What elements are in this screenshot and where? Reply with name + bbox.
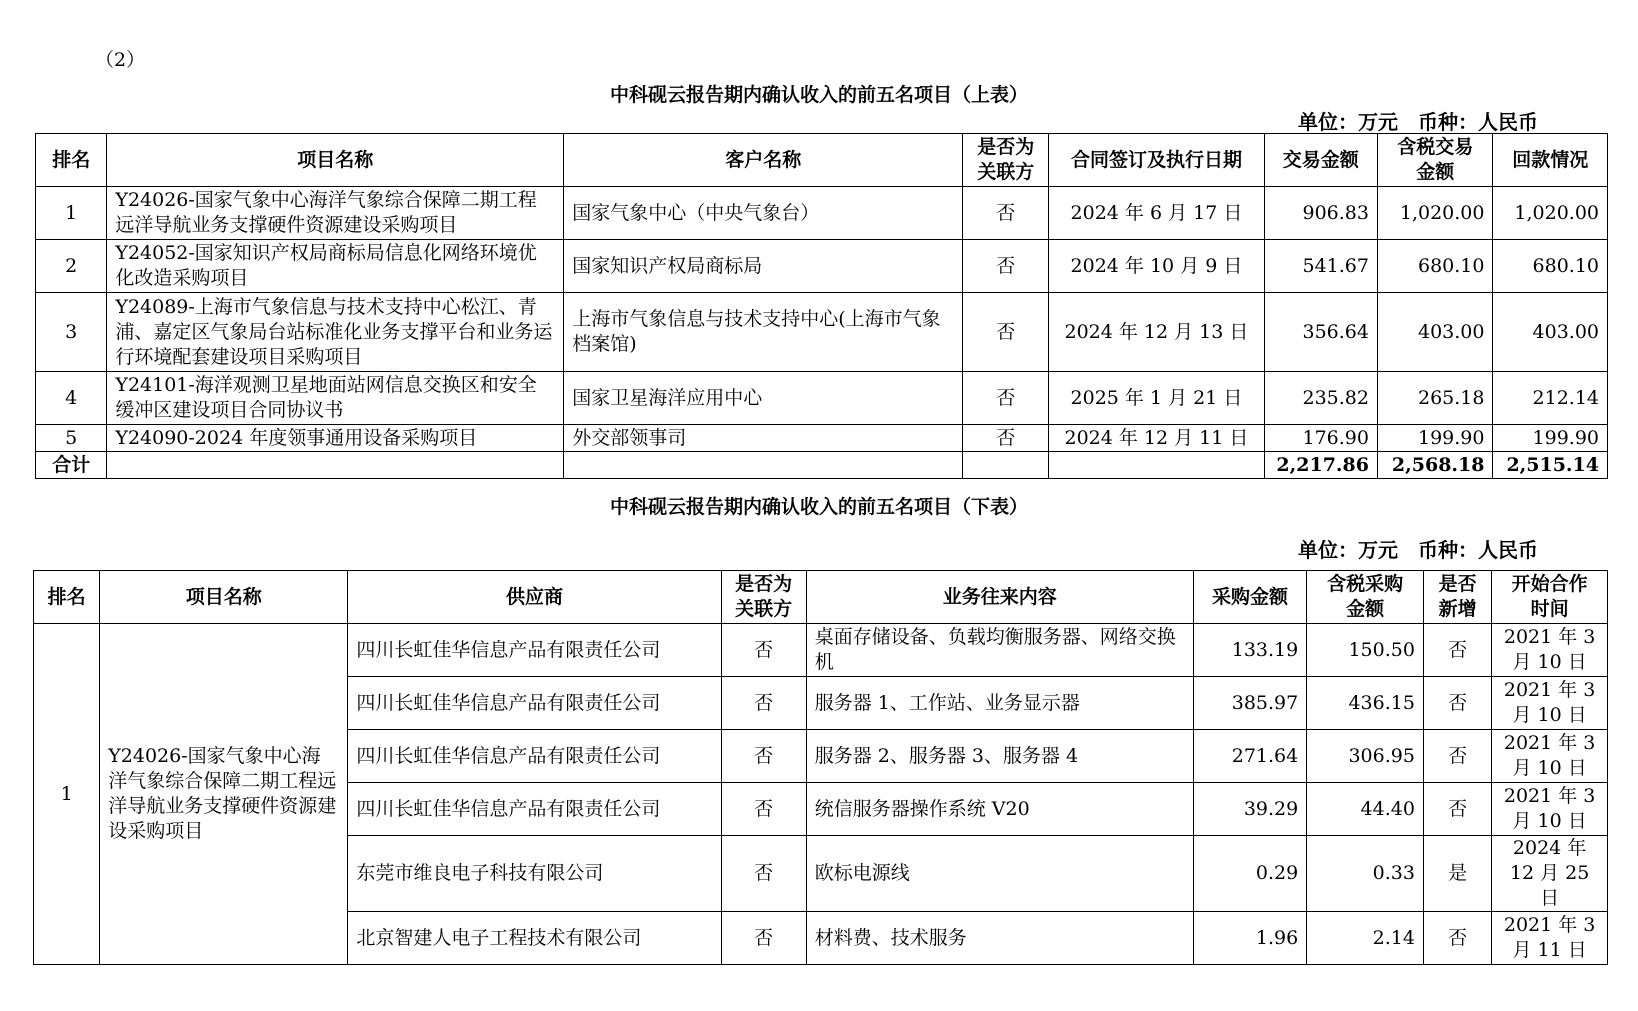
- header-related: 是否为 关联方: [963, 134, 1049, 187]
- customer-cell: 国家气象中心（中央气象台）: [564, 187, 963, 240]
- table-row: [36, 425, 1608, 452]
- amount-cell: 133.19: [1193, 624, 1307, 677]
- empty-cell: [963, 452, 1049, 479]
- payment-cell: 1,020.00: [1493, 187, 1608, 240]
- table-row: [34, 624, 1608, 677]
- amount-cell: 541.67: [1264, 240, 1377, 293]
- related-cell: 否: [721, 677, 806, 730]
- related-cell: 否: [963, 187, 1049, 240]
- amount-cell: 176.90: [1264, 425, 1377, 452]
- taxed-cell: 2.14: [1307, 912, 1424, 965]
- rank-cell: 2: [36, 240, 107, 293]
- content-cell: 统信服务器操作系统 V20: [806, 783, 1193, 836]
- start-cell: 2021 年 3 月 10 日: [1492, 783, 1608, 836]
- supplier-cell: 四川长虹佳华信息产品有限责任公司: [348, 624, 721, 677]
- amount-cell: 271.64: [1193, 730, 1307, 783]
- header-date: 合同签订及执行日期: [1049, 134, 1264, 187]
- header-payment: 回款情况: [1493, 134, 1608, 187]
- new-cell: 是: [1423, 836, 1491, 912]
- amount-cell: 356.64: [1264, 293, 1377, 372]
- amount-cell: 0.29: [1193, 836, 1307, 912]
- date-cell: 2024 年 6 月 17 日: [1049, 187, 1264, 240]
- total-amount: 2,217.86: [1264, 452, 1377, 479]
- header-rank: 排名: [34, 571, 100, 624]
- date-cell: 2025 年 1 月 21 日: [1049, 372, 1264, 425]
- amount-cell: 39.29: [1193, 783, 1307, 836]
- taxed-cell: 306.95: [1307, 730, 1424, 783]
- total-row: [36, 452, 1608, 479]
- related-cell: 否: [721, 836, 806, 912]
- new-cell: 否: [1423, 677, 1491, 730]
- table-row: [36, 240, 1608, 293]
- related-cell: 否: [721, 912, 806, 965]
- taxed-cell: 680.10: [1377, 240, 1493, 293]
- empty-cell: [107, 452, 564, 479]
- header-amount: 采购金额: [1193, 571, 1307, 624]
- amount-cell: 906.83: [1264, 187, 1377, 240]
- header-project: 项目名称: [100, 571, 348, 624]
- empty-cell: [1049, 452, 1264, 479]
- rank-cell: 3: [36, 293, 107, 372]
- amount-cell: 385.97: [1193, 677, 1307, 730]
- taxed-cell: 1,020.00: [1377, 187, 1493, 240]
- table-header-row: [34, 571, 1608, 624]
- amount-cell: 1.96: [1193, 912, 1307, 965]
- taxed-cell: 150.50: [1307, 624, 1424, 677]
- total-payment: 2,515.14: [1493, 452, 1608, 479]
- taxed-cell: 436.15: [1307, 677, 1424, 730]
- supplier-cell: 四川长虹佳华信息产品有限责任公司: [348, 677, 721, 730]
- start-cell: 2021 年 3 月 10 日: [1492, 677, 1608, 730]
- header-project: 项目名称: [107, 134, 564, 187]
- start-cell: 2021 年 3 月 10 日: [1492, 624, 1608, 677]
- header-taxed: 含税交易 金额: [1377, 134, 1493, 187]
- new-cell: 否: [1423, 730, 1491, 783]
- payment-cell: 680.10: [1493, 240, 1608, 293]
- section-number: （2）: [95, 49, 146, 71]
- content-cell: 服务器 2、服务器 3、服务器 4: [806, 730, 1193, 783]
- header-amount: 交易金额: [1264, 134, 1377, 187]
- table-top-caption: 中科砚云报告期内确认收入的前五名项目（上表）: [609, 84, 1028, 106]
- new-cell: 否: [1423, 624, 1491, 677]
- customer-cell: 上海市气象信息与技术支持中心(上海市气象档案馆): [564, 293, 963, 372]
- related-cell: 否: [963, 372, 1049, 425]
- supplier-cell: 四川长虹佳华信息产品有限责任公司: [348, 730, 721, 783]
- customer-cell: 国家卫星海洋应用中心: [564, 372, 963, 425]
- rank-cell: 4: [36, 372, 107, 425]
- customer-cell: 国家知识产权局商标局: [564, 240, 963, 293]
- related-cell: 否: [721, 783, 806, 836]
- date-cell: 2024 年 12 月 11 日: [1049, 425, 1264, 452]
- total-taxed: 2,568.18: [1377, 452, 1493, 479]
- rank-cell: 5: [36, 425, 107, 452]
- header-rank: 排名: [36, 134, 107, 187]
- header-supplier: 供应商: [348, 571, 721, 624]
- supplier-cell: 四川长虹佳华信息产品有限责任公司: [348, 783, 721, 836]
- header-customer: 客户名称: [564, 134, 963, 187]
- related-cell: 否: [721, 730, 806, 783]
- taxed-cell: 265.18: [1377, 372, 1493, 425]
- payment-cell: 212.14: [1493, 372, 1608, 425]
- header-new: 是否 新增: [1423, 571, 1491, 624]
- header-related: 是否为 关联方: [721, 571, 806, 624]
- table-row: [36, 293, 1608, 372]
- start-cell: 2021 年 3 月 11 日: [1492, 912, 1608, 965]
- taxed-cell: 403.00: [1377, 293, 1493, 372]
- bottom-suppliers-table: [33, 570, 1608, 965]
- supplier-cell: 北京智建人电子工程技术有限公司: [348, 912, 721, 965]
- new-cell: 否: [1423, 912, 1491, 965]
- group-rank-cell: 1: [34, 624, 100, 965]
- empty-cell: [564, 452, 963, 479]
- top-projects-table: [35, 133, 1608, 479]
- date-cell: 2024 年 10 月 9 日: [1049, 240, 1264, 293]
- project-cell: Y24101-海洋观测卫星地面站网信息交换区和安全缓冲区建设项目合同协议书: [107, 372, 564, 425]
- table-row: [36, 372, 1608, 425]
- project-cell: Y24052-国家知识产权局商标局信息化网络环境优化改造采购项目: [107, 240, 564, 293]
- date-cell: 2024 年 12 月 13 日: [1049, 293, 1264, 372]
- payment-cell: 403.00: [1493, 293, 1608, 372]
- project-cell: Y24089-上海市气象信息与技术支持中心松江、青浦、嘉定区气象局台站标准化业务支撑平台和业务运行环境配套建设项目采购项目: [107, 293, 564, 372]
- header-content: 业务往来内容: [806, 571, 1193, 624]
- taxed-cell: 44.40: [1307, 783, 1424, 836]
- table-header-row: [36, 134, 1608, 187]
- project-cell: Y24026-国家气象中心海洋气象综合保障二期工程远洋导航业务支撑硬件资源建设采购项目: [107, 187, 564, 240]
- rank-cell: 1: [36, 187, 107, 240]
- table-bottom-unit: 单位：万元 币种：人民币: [1298, 538, 1538, 562]
- header-taxed: 含税采购 金额: [1307, 571, 1424, 624]
- supplier-cell: 东莞市维良电子科技有限公司: [348, 836, 721, 912]
- content-cell: 材料费、技术服务: [806, 912, 1193, 965]
- table-row: [36, 187, 1608, 240]
- taxed-cell: 199.90: [1377, 425, 1493, 452]
- related-cell: 否: [963, 293, 1049, 372]
- content-cell: 桌面存储设备、负载均衡服务器、网络交换机: [806, 624, 1193, 677]
- related-cell: 否: [721, 624, 806, 677]
- table-bottom-caption: 中科砚云报告期内确认收入的前五名项目（下表）: [609, 496, 1028, 518]
- payment-cell: 199.90: [1493, 425, 1608, 452]
- start-cell: 2024 年 12 月 25 日: [1492, 836, 1608, 912]
- project-cell: Y24090-2024 年度领事通用设备采购项目: [107, 425, 564, 452]
- group-project-cell: Y24026-国家气象中心海洋气象综合保障二期工程远洋导航业务支撑硬件资源建设采购项目: [100, 624, 348, 965]
- content-cell: 服务器 1、工作站、业务显示器: [806, 677, 1193, 730]
- header-start: 开始合作 时间: [1492, 571, 1608, 624]
- table-top-unit: 单位：万元 币种：人民币: [1298, 110, 1538, 134]
- start-cell: 2021 年 3 月 10 日: [1492, 730, 1608, 783]
- related-cell: 否: [963, 425, 1049, 452]
- customer-cell: 外交部领事司: [564, 425, 963, 452]
- content-cell: 欧标电源线: [806, 836, 1193, 912]
- new-cell: 否: [1423, 783, 1491, 836]
- total-label: 合计: [36, 452, 107, 479]
- taxed-cell: 0.33: [1307, 836, 1424, 912]
- amount-cell: 235.82: [1264, 372, 1377, 425]
- related-cell: 否: [963, 240, 1049, 293]
